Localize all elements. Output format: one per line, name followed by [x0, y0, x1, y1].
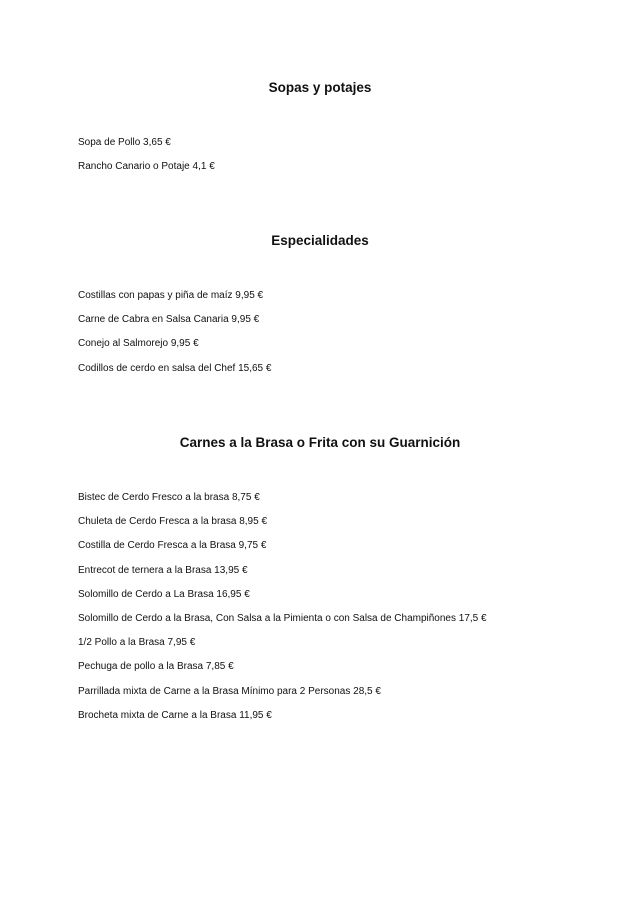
menu-item: Solomillo de Cerdo a la Brasa, Con Salsa a la Pimienta o con Salsa de Champiñones 17,5 €: [78, 612, 487, 624]
menu-item: Carne de Cabra en Salsa Canaria 9,95 €: [78, 314, 260, 326]
menu-item: Codillos de cerdo en salsa del Chef 15,65 €: [78, 362, 272, 374]
menu-item: Conejo al Salmorejo 9,95 €: [78, 338, 199, 350]
menu-item: Costillas con papas y piña de maíz 9,95 €: [78, 290, 264, 301]
menu-item: Solomillo de Cerdo a La Brasa 16,95 €: [78, 588, 250, 600]
section-title-carnes: Carnes a la Brasa o Frita con su Guarnición: [179, 435, 461, 450]
menu-list-carnes: [78, 492, 487, 734]
menu-item: Bistec de Cerdo Fresco a la brasa 8,75 €: [78, 492, 260, 503]
menu-item: Brocheta mixta de Carne a la Brasa 11,95 €: [78, 709, 272, 721]
section-title-especialidades: Especialidades: [271, 233, 369, 248]
menu-item: Chuleta de Cerdo Fresca a la brasa 8,95 €: [78, 516, 267, 528]
menu-list-especialidades: [78, 290, 271, 387]
menu-item: Parrillada mixta de Carne a la Brasa Mínimo para 2 Personas 28,5 €: [78, 685, 381, 697]
menu-list-sopas: [78, 137, 215, 185]
section-title-sopas: Sopas y potajes: [268, 80, 372, 95]
menu-item: Entrecot de ternera a la Brasa 13,95 €: [78, 564, 248, 576]
menu-item: Sopa de Pollo 3,65 €: [78, 137, 171, 148]
menu-item: 1/2 Pollo a la Brasa 7,95 €: [78, 637, 196, 649]
menu-item: Pechuga de pollo a la Brasa 7,85 €: [78, 661, 234, 673]
menu-item: Rancho Canario o Potaje 4,1 €: [78, 161, 215, 173]
menu-item: Costilla de Cerdo Fresca a la Brasa 9,75 €: [78, 540, 267, 552]
